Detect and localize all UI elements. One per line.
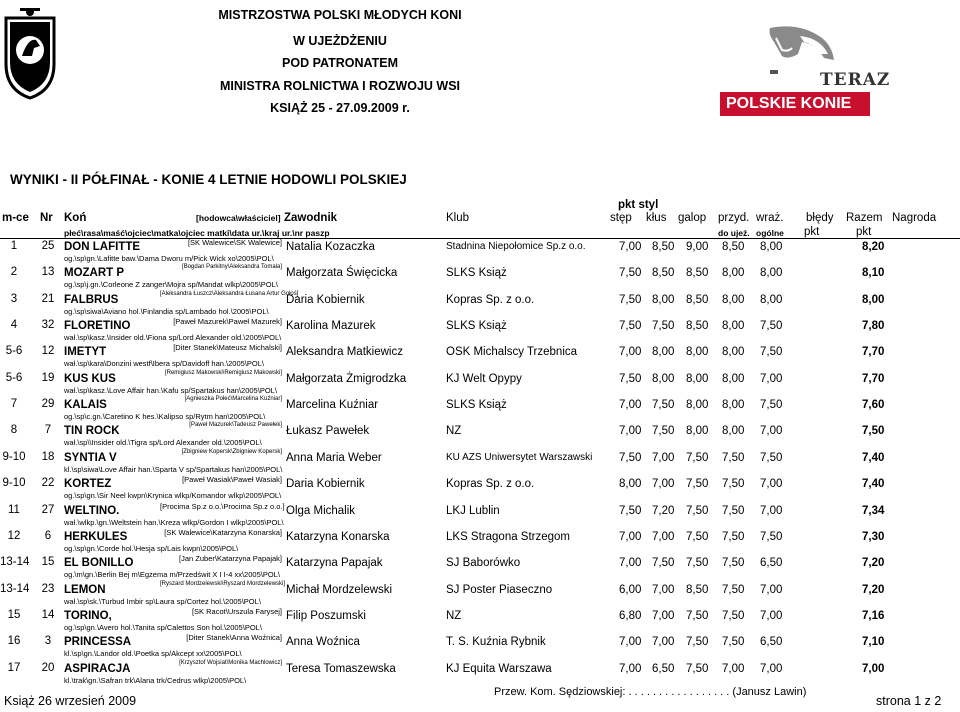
logo-text-teraz: TERAZ: [820, 70, 891, 90]
score-klus: 7,00: [652, 609, 675, 622]
score-wraz: 7,50: [760, 320, 783, 333]
place-cell: 9-10: [2, 450, 26, 463]
score-galop: 7,50: [686, 662, 709, 675]
place-cell: 2: [10, 266, 18, 279]
breeder-owner: [Krzysztof Wojsiat\Monika Machlowicz]: [179, 659, 282, 666]
score-wraz: 6,50: [760, 636, 783, 649]
place-cell: 13-14: [0, 582, 30, 595]
place-cell: 17: [7, 661, 21, 674]
score-wraz: 8,00: [760, 267, 783, 280]
start-number-cell: 20: [41, 661, 55, 674]
score-klus: 8,00: [652, 346, 675, 359]
start-number-cell: 15: [41, 556, 55, 569]
start-number-cell: 21: [41, 292, 55, 305]
score-step: 7,00: [619, 425, 642, 438]
col-subline: płeć\rasa\maść\ojciec\matka\ojciec matki\data ur.\kraj ur.\nr paszp: [64, 228, 330, 238]
col-step: stęp: [610, 212, 632, 224]
score-step: 7,00: [619, 662, 642, 675]
score-klus: 7,50: [652, 399, 675, 412]
rider-name: Katarzyna Konarska: [286, 530, 390, 543]
start-number-cell: 23: [41, 582, 55, 595]
horse-details: wał.\wlkp.\gn.\Weltstein han.\Kreza wlkp/Gordon I wlkp\2005\POL\: [64, 517, 284, 527]
score-step: 7,00: [619, 346, 642, 359]
horse-name: PRINCESSA: [64, 636, 132, 649]
horse-details: og.\sp\j.gn.\Corleone Z zanger\Mojra sp/Mandat wlkp\2005\POL\: [64, 280, 278, 290]
score-galop: 7,50: [686, 504, 709, 517]
score-wraz: 7,00: [760, 372, 783, 385]
score-wraz: 7,50: [760, 451, 783, 464]
score-wraz: 7,00: [760, 478, 783, 491]
score-galop: 7,50: [686, 609, 709, 622]
horse-details: og.\sp\c.gn.\Caretino K hes.\Kalipso sp/Rytm han\2005\POL\: [64, 412, 266, 422]
score-step: 7,50: [619, 267, 642, 280]
score-galop: 7,50: [686, 451, 709, 464]
total-score: 7,40: [862, 478, 885, 491]
start-number-cell: 19: [41, 371, 55, 384]
start-number-cell: 29: [41, 398, 55, 411]
score-przyd: 8,00: [722, 372, 745, 385]
horse-name: FLORETINO: [64, 320, 131, 333]
horse-details: og.\sp\gn.\Sir Neel kwpn\Krynica wlkp/Komandor wlkp\2005\POL\: [64, 491, 282, 501]
breeder-owner: [Ryszard Mordzelewski\Ryszard Mordzelewski]: [160, 580, 286, 587]
horse-name: EL BONILLO: [64, 557, 134, 570]
breeder-owner: [Agnieszka Połeć\Marcelina Kuźniar]: [184, 396, 282, 403]
club-name: Kopras Sp. z o.o.: [446, 293, 535, 306]
col-nr: Nr: [40, 212, 53, 224]
col-klus: kłus: [646, 212, 667, 224]
score-wraz: 7,00: [760, 609, 783, 622]
col-bledy: błędy: [806, 212, 834, 224]
total-score: 7,80: [862, 320, 885, 333]
score-galop: 8,00: [686, 425, 709, 438]
rider-name: Anna Woźnica: [286, 636, 360, 649]
total-score: 7,30: [862, 530, 885, 543]
rider-name: Małgorzata Święcicka: [286, 267, 398, 280]
rider-name: Natalia Kozaczka: [286, 241, 375, 253]
place-cell: 1: [10, 240, 18, 252]
horse-name: TIN ROCK: [64, 425, 120, 438]
header-line-4: MINISTRA ROLNICTWA I ROZWOJU WSI: [219, 79, 461, 93]
place-cell: 7: [10, 398, 18, 411]
club-name: SJ Baborówko: [446, 557, 521, 570]
club-name: LKS Stragona Strzegom: [446, 530, 571, 543]
rider-name: Daria Kobiernik: [286, 293, 365, 306]
col-pkt-styl: pkt styl: [618, 199, 659, 211]
col-mce: m-ce: [2, 212, 29, 224]
score-wraz: 7,00: [760, 425, 783, 438]
score-przyd: 8,00: [722, 293, 745, 306]
place-cell: 4: [10, 319, 18, 332]
score-przyd: 8,50: [722, 241, 745, 253]
horse-details: og.\sp\siwa\Aviano hol.\Finlandia sp/Lambado hol.\2005\POL\: [64, 306, 269, 316]
footer-committee: Przew. Kom. Sędziowskiej: . . . . . . . . . . . . . . . . . (Janusz Lawin): [494, 686, 807, 698]
score-klus: 8,00: [652, 372, 675, 385]
score-klus: 6,50: [652, 662, 675, 675]
score-klus: 7,00: [652, 583, 675, 596]
total-score: 7,50: [862, 425, 885, 438]
breeder-owner: [Zbigniew Kopersk\Zbigniew Kopersk]: [181, 448, 282, 455]
score-step: 7,00: [619, 557, 642, 570]
total-score: 7,70: [862, 372, 885, 385]
col-nagroda: Nagroda: [892, 212, 937, 224]
score-step: 7,50: [619, 504, 642, 517]
total-score: 7,60: [862, 399, 885, 412]
results-title: WYNIKI - II PÓŁFINAŁ - KONIE 4 LETNIE HODOWLI POLSKIEJ: [10, 172, 407, 187]
place-cell: 16: [7, 635, 21, 648]
club-name: Stadnina Niepołomice Sp.z o.o.: [446, 241, 586, 252]
horse-details: wał.\sp\sk.\Turbud Imbir sp\Laura sp/Cortez hol.\2005\POL\: [64, 596, 261, 606]
club-name: NZ: [446, 609, 462, 622]
total-score: 7,34: [862, 504, 885, 517]
start-number-cell: 7: [44, 424, 52, 437]
horse-name: SYNTIA V: [64, 451, 117, 464]
start-number-cell: 12: [41, 345, 55, 358]
horse-name: KALAIS: [64, 399, 107, 412]
breeder-owner: [Procima Sp.z o.o.\Procima Sp.z o.o.]: [160, 501, 285, 511]
score-galop: 7,50: [686, 530, 709, 543]
club-name: LKJ Lublin: [446, 504, 500, 517]
footer-date: Książ 26 wrzesień 2009: [4, 694, 137, 708]
score-step: 7,50: [619, 320, 642, 333]
col-kon: Koń: [64, 212, 87, 224]
total-score: 7,16: [862, 609, 885, 622]
teraz-polskie-konie-logo: [710, 20, 891, 120]
breeder-owner: [Paweł Mazurek\Tadeusz Pawełek]: [189, 422, 282, 429]
score-klus: 7,00: [652, 478, 675, 491]
rider-name: Katarzyna Papajak: [286, 557, 383, 570]
col-wraz: wraż.: [756, 212, 784, 224]
breeder-owner: [SK Walewice\SK Walewice]: [187, 238, 282, 247]
col-ogolne: ogólne: [756, 228, 784, 238]
score-przyd: 7,50: [722, 636, 745, 649]
horse-name: WELTINO.: [64, 504, 120, 517]
score-galop: 8,00: [686, 346, 709, 359]
score-wraz: 7,00: [760, 662, 783, 675]
rider-name: Daria Kobiernik: [286, 478, 365, 491]
score-klus: 7,50: [652, 425, 675, 438]
header-rule: [0, 238, 960, 239]
score-wraz: 7,00: [760, 583, 783, 596]
rider-name: Teresa Tomaszewska: [286, 662, 396, 675]
total-score: 7,10: [862, 636, 885, 649]
club-name: NZ: [446, 425, 462, 438]
horse-name: LEMON: [64, 583, 106, 596]
score-galop: 7,50: [686, 636, 709, 649]
total-score: 8,20: [862, 241, 885, 253]
score-przyd: 7,50: [722, 451, 745, 464]
score-galop: 8,50: [686, 293, 709, 306]
horse-name: FALBRUS: [64, 293, 119, 306]
score-wraz: 6,50: [760, 557, 783, 570]
col-pkt-razem: pkt: [856, 226, 872, 238]
score-wraz: 8,00: [760, 293, 783, 306]
start-number-cell: 18: [41, 450, 55, 463]
score-przyd: 7,50: [722, 583, 745, 596]
club-name: SLKS Książ: [446, 267, 507, 280]
score-klus: 8,50: [652, 241, 675, 253]
start-number-cell: 25: [41, 240, 55, 252]
club-name: Kopras Sp. z o.o.: [446, 478, 535, 491]
breeder-owner: [Diter Stanek\Mateusz Michalski]: [173, 343, 282, 353]
score-step: 6,80: [619, 609, 642, 622]
breeder-owner: [SK Racot\Urszula Farysej]: [191, 606, 282, 616]
start-number-cell: 13: [41, 266, 55, 279]
place-cell: 12: [7, 529, 21, 542]
col-razem: Razem: [846, 212, 883, 224]
breeder-owner: [Diter Stanek\Anna Woźnica]: [186, 633, 282, 643]
score-klus: 7,00: [652, 636, 675, 649]
total-score: 7,20: [862, 557, 885, 570]
header-line-3: POD PATRONATEM: [282, 56, 398, 70]
header-line-2: W UJEŻDŻENIU: [293, 34, 387, 48]
horse-details: kl.\sp\gn.\Landor old.\Poetka sp/Akcept xx\2005\POL\: [64, 649, 242, 659]
total-score: 7,70: [862, 346, 885, 359]
table-row: [0, 659, 960, 694]
score-step: 7,50: [619, 293, 642, 306]
footer-page: strona 1 z 2: [876, 694, 942, 708]
club-name: T. S. Kuźnia Rybnik: [446, 636, 546, 649]
total-score: 8,00: [862, 293, 885, 306]
breeder-owner: [Paweł Wasiak\Paweł Wasiak]: [182, 475, 282, 485]
logo-text-polskie-konie: POLSKIE KONIE: [726, 95, 852, 112]
score-step: 6,00: [619, 583, 642, 596]
rider-name: Aleksandra Matkiewicz: [286, 346, 403, 359]
score-klus: 7,00: [652, 530, 675, 543]
place-cell: 9-10: [2, 477, 26, 490]
rider-name: Anna Maria Weber: [286, 451, 382, 464]
start-number-cell: 6: [44, 529, 52, 542]
horse-details: wał.\sp\\Insider old.\Tigra sp/Lord Alexander old.\2005\POL\: [64, 438, 262, 448]
place-cell: 3: [10, 292, 18, 305]
score-przyd: 8,00: [722, 399, 745, 412]
start-number-cell: 27: [41, 503, 55, 516]
start-number-cell: 3: [44, 635, 52, 648]
col-klub: Klub: [446, 212, 470, 224]
rider-name: Marcelina Kuźniar: [286, 399, 379, 412]
score-klus: 7,50: [652, 320, 675, 333]
place-cell: 15: [7, 608, 21, 621]
col-galop: galop: [678, 212, 707, 224]
score-przyd: 7,00: [722, 662, 745, 675]
rider-name: Michał Mordzelewski: [286, 583, 393, 596]
horse-name: TORINO,: [64, 609, 112, 622]
score-galop: 7,50: [686, 557, 709, 570]
score-galop: 8,00: [686, 399, 709, 412]
score-przyd: 7,50: [722, 609, 745, 622]
horse-details: og.\sp\gn.\Corde hol.\Hesja sp/Lais kwpn\2005\POL\: [64, 543, 239, 553]
horse-details: og.\m\gn.\Berlin Bej m\Egzema m/Przedświt X I I-4 xx\2005\POL\: [64, 570, 280, 580]
col-przyd: przyd.: [718, 212, 750, 224]
score-przyd: 8,00: [722, 267, 745, 280]
score-klus: 8,50: [652, 267, 675, 280]
breeder-owner: [Jan Zuber\Katarzyna Papajak]: [179, 554, 282, 564]
club-name: SLKS Książ: [446, 399, 507, 412]
club-name: SJ Poster Piaseczno: [446, 583, 553, 596]
horse-name: ASPIRACJA: [64, 662, 131, 675]
col-pkt-bledy: pkt: [804, 226, 820, 238]
rider-name: Małgorzata Żmigrodzka: [286, 372, 407, 385]
score-galop: 8,50: [686, 320, 709, 333]
score-step: 7,50: [619, 451, 642, 464]
rider-name: Karolina Mazurek: [286, 320, 376, 333]
score-step: 7,00: [619, 530, 642, 543]
start-number-cell: 32: [41, 319, 55, 332]
score-step: 7,50: [619, 372, 642, 385]
breeder-owner: [SK Walewice\Katarzyna Konarska]: [164, 527, 282, 537]
place-cell: 5-6: [5, 371, 23, 384]
score-przyd: 8,00: [722, 425, 745, 438]
place-cell: 5-6: [5, 345, 23, 358]
score-galop: 8,00: [686, 372, 709, 385]
horse-details: wał.\sp\kasz.\Insider old.\Fiona sp/Lord Alexander old.\2005\POL\: [64, 333, 282, 343]
score-przyd: 7,50: [722, 530, 745, 543]
horse-name: MOZART P: [64, 267, 125, 280]
club-name: OSK Michalscy Trzebnica: [446, 346, 578, 359]
breeder-owner: [Remigiusz Makowski\Remigiusz Makowski]: [164, 369, 282, 376]
score-wraz: 7,50: [760, 399, 783, 412]
horse-details: kl.\trak\gn.\Safran trk\Alana trk/Cedrus wlkp\2005\POL\: [64, 675, 247, 685]
horse-details: wał.\sp\kasz.\Love Affair han.\Kafu sp/Spartakus han\2005\POL\: [64, 385, 277, 395]
total-score: 8,10: [862, 267, 885, 280]
score-klus: 8,00: [652, 293, 675, 306]
horse-name: HERKULES: [64, 530, 128, 543]
horse-details: kl.\sp\siwa\Love Affair han.\Sparta V sp/Spartakus han\2005\POL\: [64, 464, 283, 474]
horse-details: wał.\sp\kara\Donzini westf\Ibera sp/Davidoff han.\2005\POL\: [64, 359, 264, 369]
score-step: 8,00: [619, 478, 642, 491]
total-score: 7,20: [862, 583, 885, 596]
place-cell: 13-14: [0, 556, 30, 569]
breeder-owner: [Paweł Mazurek\Paweł Mazurek]: [173, 317, 282, 327]
score-step: 7,00: [619, 241, 642, 253]
score-galop: 9,00: [686, 241, 709, 253]
start-number-cell: 14: [41, 608, 55, 621]
start-number-cell: 22: [41, 477, 55, 490]
total-score: 7,00: [862, 662, 885, 675]
header-line-1: MISTRZOSTWA POLSKI MŁODYCH KONI: [218, 8, 462, 22]
horse-name: DON LAFITTE: [64, 241, 141, 253]
score-przyd: 7,50: [722, 557, 745, 570]
col-owners: [hodowca\właściciel]: [196, 213, 281, 223]
place-cell: 8: [10, 424, 18, 437]
horse-details: og.\sp\gn.\Avero hol.\Tanita sp/Calettos Son hol.\2005\POL\: [64, 622, 262, 632]
place-cell: 11: [8, 503, 20, 516]
score-przyd: 8,00: [722, 320, 745, 333]
rider-name: Filip Poszumski: [286, 609, 366, 622]
score-przyd: 7,50: [722, 504, 745, 517]
col-do-ujez: do ujeż.: [718, 228, 750, 238]
score-klus: 7,20: [652, 504, 675, 517]
header-line-5: KSIĄŻ 25 - 27.09.2009 r.: [270, 101, 410, 115]
breeder-owner: [Bogdan Parkitny\Aleksandra Tomala]: [182, 264, 282, 271]
score-wraz: 7,50: [760, 530, 783, 543]
total-score: 7,40: [862, 451, 885, 464]
club-name: KJ Welt Opypy: [446, 372, 522, 385]
horse-name: IMETYT: [64, 346, 107, 359]
col-zawodnik: Zawodnik: [284, 212, 338, 224]
horse-name: KUS KUS: [64, 372, 116, 385]
club-name: KU AZS Uniwersytet Warszawski: [446, 451, 593, 463]
score-step: 7,00: [619, 399, 642, 412]
score-przyd: 8,00: [722, 346, 745, 359]
score-galop: 7,50: [686, 478, 709, 491]
club-name: SLKS Książ: [446, 320, 507, 333]
breeder-owner: [Aleksandra Łuszcz\Aleksandra Łusana Artur Gołoś]: [160, 290, 299, 297]
score-przyd: 7,50: [722, 478, 745, 491]
score-step: 7,00: [619, 636, 642, 649]
score-wraz: 7,00: [760, 504, 783, 517]
rider-name: Olga Michalik: [286, 504, 356, 517]
horse-name: KORTEZ: [64, 478, 112, 491]
club-name: KJ Equita Warszawa: [446, 662, 552, 675]
horse-details: og.\sp\gn.\Lafitte baw.\Dama Dworu m/Pick Wick xo\2005\POL\: [64, 254, 274, 263]
score-wraz: 7,50: [760, 346, 783, 359]
score-wraz: 8,00: [760, 241, 783, 253]
score-galop: 8,50: [686, 267, 709, 280]
score-klus: 7,50: [652, 557, 675, 570]
rider-name: Łukasz Pawełek: [286, 425, 370, 438]
score-klus: 7,00: [652, 451, 675, 464]
score-galop: 8,50: [686, 583, 709, 596]
